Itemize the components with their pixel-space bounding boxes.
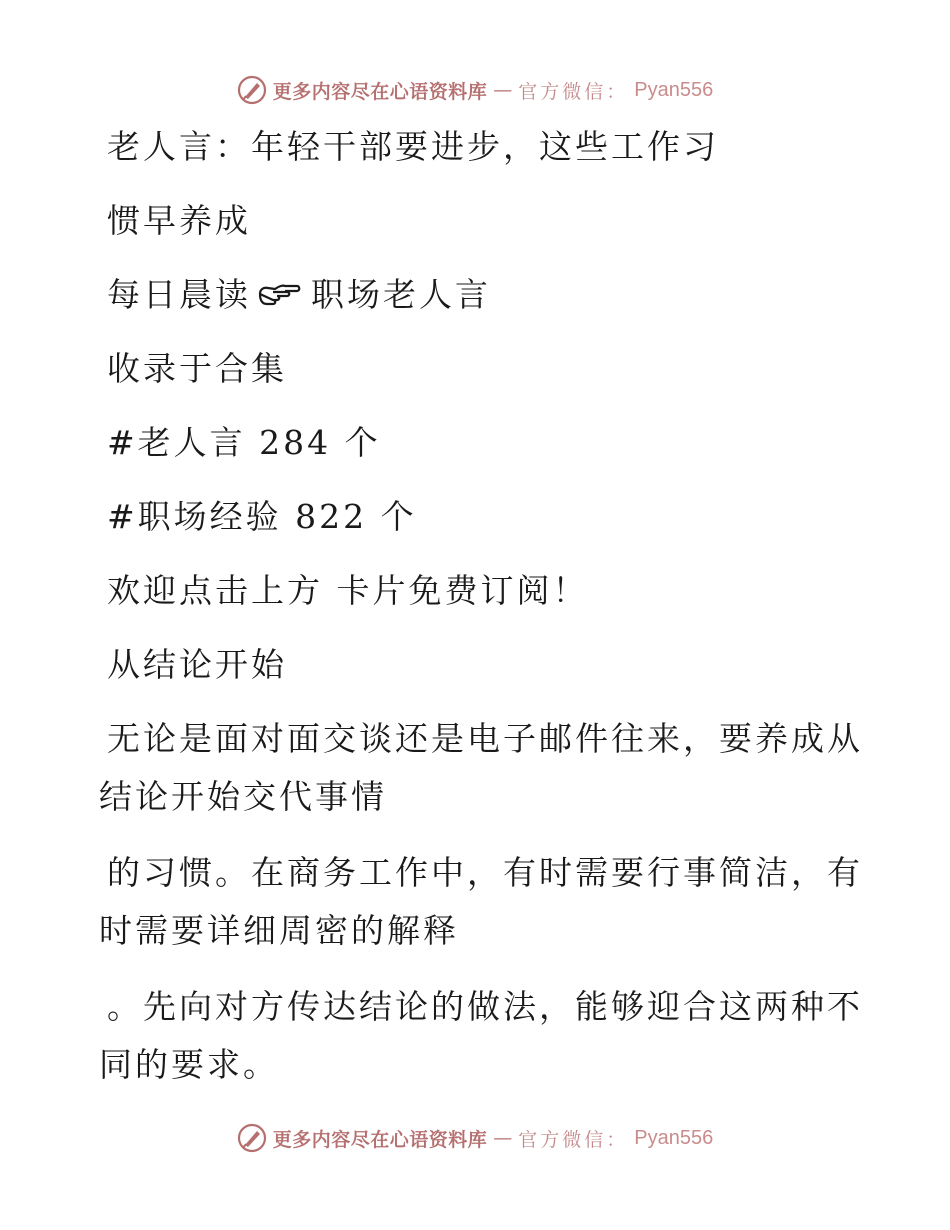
daily-reading-line xyxy=(99,266,839,324)
footer-dash: — xyxy=(493,1127,513,1149)
pointing-hand-icon xyxy=(257,280,301,310)
footer-wechat-label: 官方微信： xyxy=(518,1128,629,1151)
paragraph-2-line-1: 的习惯。在商务工作中，有时需要行事简洁，有 xyxy=(107,853,863,892)
header-wechat-label: 官方微信： xyxy=(518,80,629,103)
daily-reading-prefix: 每日晨读 xyxy=(107,275,251,314)
header-wechat-id: Pyan556 xyxy=(634,78,714,101)
header-site-text: 更多内容尽在心语资料库 xyxy=(272,80,488,103)
subscribe-prompt: 欢迎点击上方 卡片免费订阅！ xyxy=(107,571,589,610)
paragraph-1-line-1: 无论是面对面交谈还是电子邮件往来，要养成从 xyxy=(107,719,863,758)
section-heading: 从结论开始 xyxy=(107,645,287,684)
collection-tag-old-sayings[interactable]: #老人言 284 个 xyxy=(107,423,381,462)
footer-watermark-banner xyxy=(0,1118,950,1158)
collection-label: 收录于合集 xyxy=(107,349,287,388)
feather-pen-logo-icon xyxy=(237,1123,267,1153)
daily-reading-suffix: 职场老人言 xyxy=(311,275,491,314)
article-title-line-1: 老人言：年轻干部要进步，这些工作习 xyxy=(107,127,719,166)
feather-pen-logo-icon xyxy=(237,75,267,105)
article-title-line-2: 惯早养成 xyxy=(107,201,251,240)
paragraph-3-line-1: 。先向对方传达结论的做法，能够迎合这两种不 xyxy=(107,987,863,1026)
header-dash: — xyxy=(493,79,513,101)
footer-wechat-id: Pyan556 xyxy=(634,1126,714,1149)
collection-tag-workplace-experience[interactable]: #职场经验 822 个 xyxy=(107,497,417,536)
paragraph-1-line-2: 结论开始交代事情 xyxy=(99,777,387,816)
header-watermark-banner xyxy=(0,70,950,110)
article-body xyxy=(99,118,863,1094)
paragraph-3-line-2: 同的要求。 xyxy=(99,1045,279,1084)
footer-site-text: 更多内容尽在心语资料库 xyxy=(272,1128,488,1151)
paragraph-2-line-2: 时需要详细周密的解释 xyxy=(99,911,459,950)
